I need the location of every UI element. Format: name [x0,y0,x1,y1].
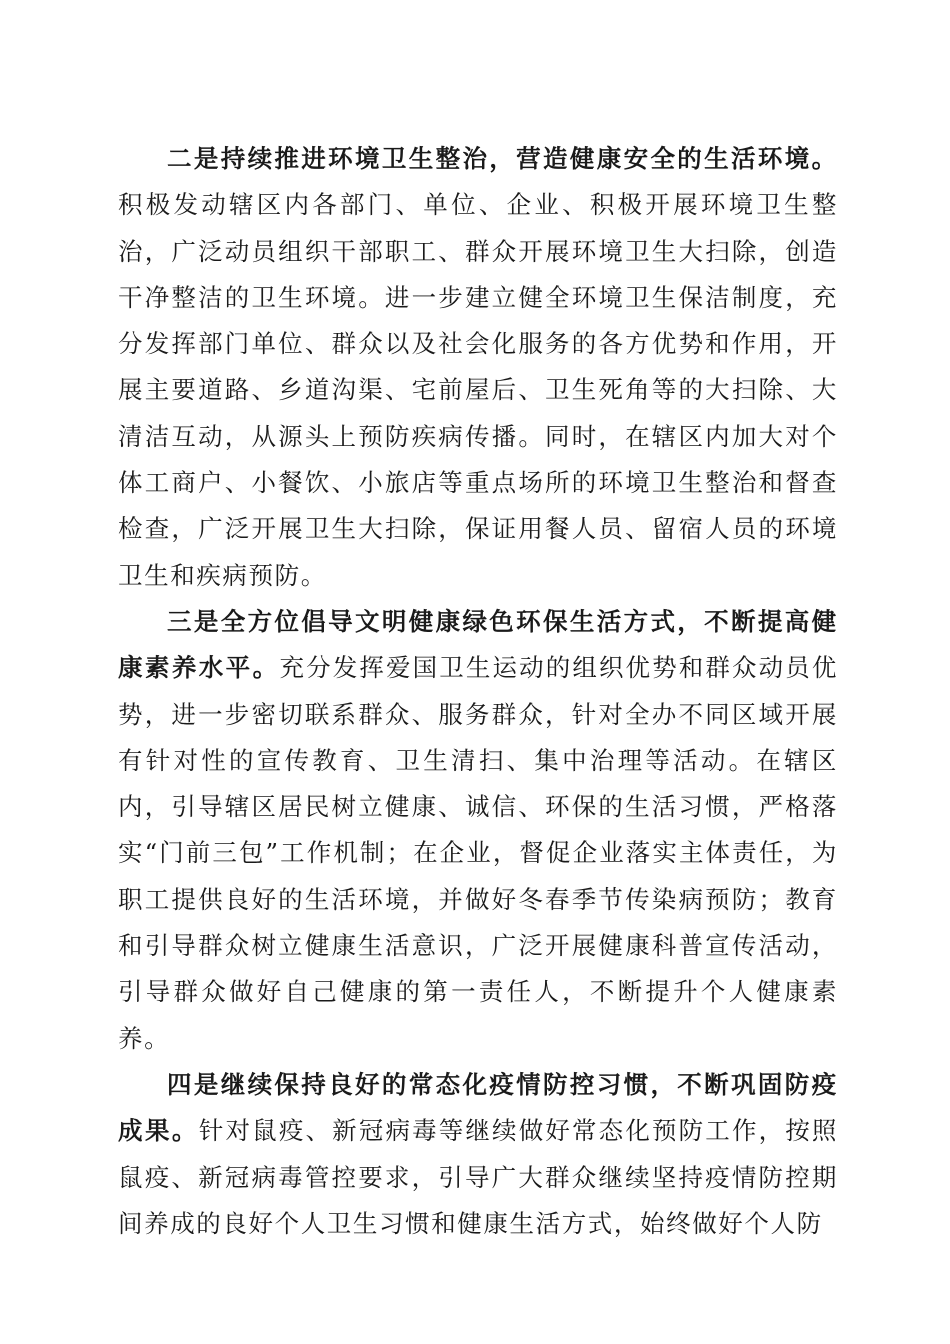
paragraph-4-text: 针对鼠疫、新冠病毒等继续做好常态化预防工作，按照鼠疫、新冠病毒管控要求，引导广大群众继续坚持疫情防控期间养成的良好个人卫生习惯和健康生活方式，始终做好个人防 [118,1116,839,1238]
paragraph-4 [118,1062,838,1247]
paragraph-3-text: 充分发挥爱国卫生运动的组织优势和群众动员优势，进一步密切联系群众、服务群众，针对全办不同区域开展有针对性的宣传教育、卫生清扫、集中治理等活动。在辖区内，引导辖区居民树立健康、诚信、环保的生活习惯，严格落实“门前三包”工作机制；在企业，督促企业落实主体责任，为职工提供良好的生活环境，并做好冬春季节传染病预防；教育和引导群众树立健康生活意识，广泛开展健康科普宣传活动，引导群众做好自己健康的第一责任人，不断提升个人健康素养。 [118,653,838,1053]
paragraph-2-text: 积极发动辖区内各部门、单位、企业、积极开展环境卫生整治，广泛动员组织干部职工、群众开展环境卫生大扫除，创造干净整洁的卫生环境。进一步建立健全环境卫生保洁制度，充分发挥部门单位、群众以及社会化服务的各方优势和作用，开展主要道路、乡道沟渠、宅前屋后、卫生死角等的大扫除、大清洁互动，从源头上预防疾病传播。同时，在辖区内加大对个体工商户、小餐饮、小旅店等重点场所的环境卫生整治和督查检查，广泛开展卫生大扫除，保证用餐人员、留宿人员的环境卫生和疾病预防。 [118,190,838,590]
document-body [118,136,838,1247]
paragraph-3-heading: 三是全方位倡导文明健康绿色环保生活方式，不断提高健康素养水平。 [118,606,838,683]
paragraph-2-heading: 二是持续推进环境卫生整治，营造健康安全的生活环境。 [167,144,838,173]
paragraph-4-heading: 四是继续保持良好的常态化疫情防控习惯，不断巩固防疫成果。 [118,1069,838,1146]
paragraph-2 [118,136,838,599]
paragraph-3 [118,599,838,1062]
